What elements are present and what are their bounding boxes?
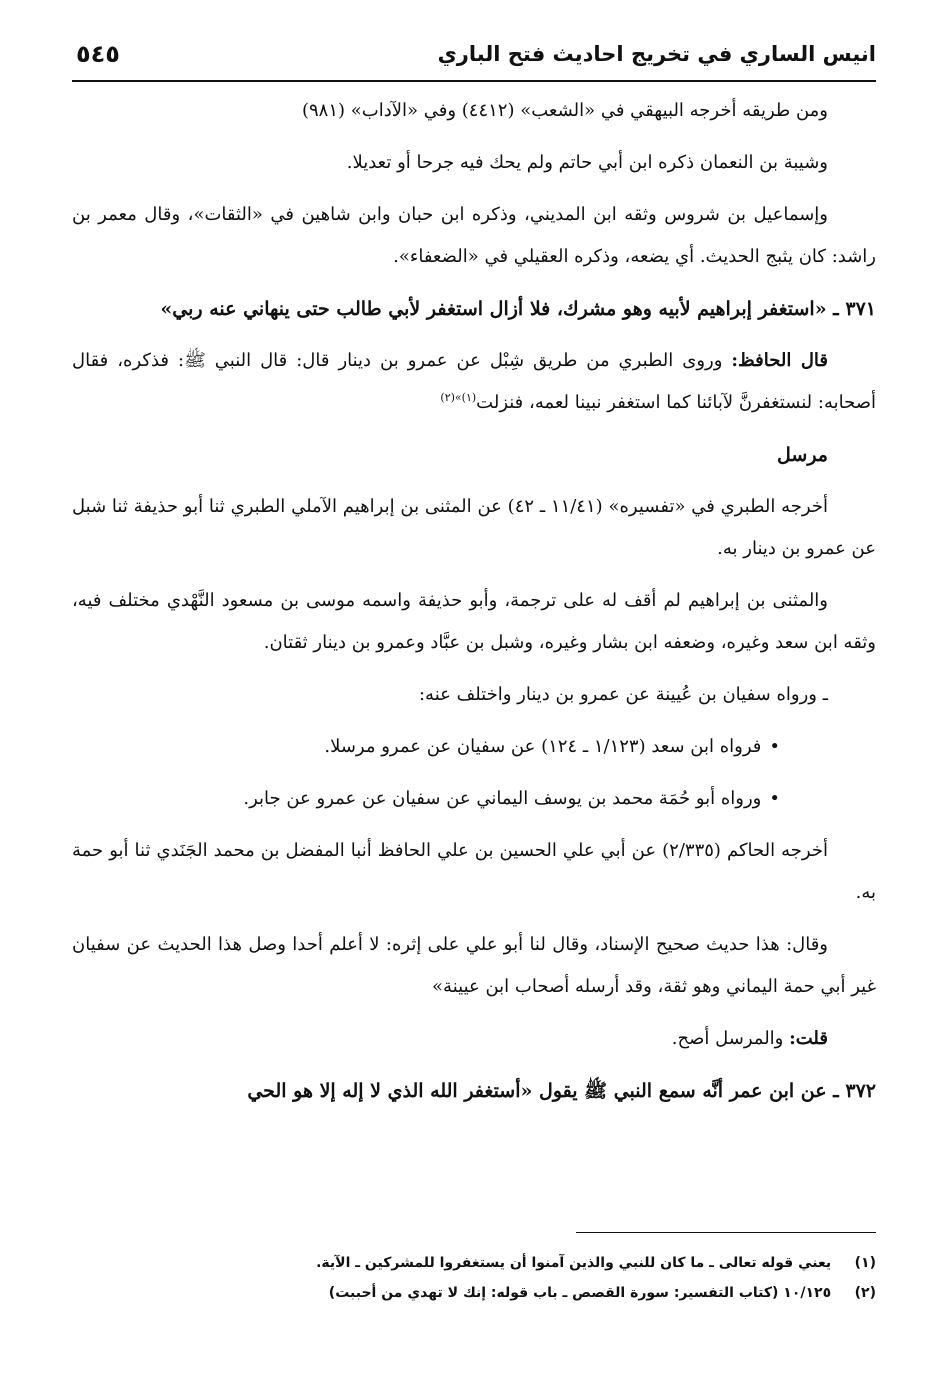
body-text	[72, 90, 876, 1122]
bullet-text: ورواه أبو حُمَة محمد بن يوسف اليماني عن سفيان عن عمرو عن جابر.	[243, 788, 762, 809]
footnote-number: (٢)	[854, 1285, 876, 1301]
page-header	[72, 36, 876, 82]
paragraph-ismail: وإسماعيل بن شروس وثقه ابن المديني، وذكره ابن حبان وابن شاهين في «الثقات»، وقال معمر بن راشد: كان يثبج الحديث. أي يضعه، وذكره العقيلي في «الضعفاء».	[72, 204, 876, 267]
bullet-icon: •	[769, 788, 780, 809]
paragraph-sufyan: ـ ورواه سفيان بن عُيينة عن عمرو بن دينار واختلف عنه:	[418, 684, 828, 705]
bullet-text: فرواه ابن سعد (١/١٢٣ ـ ١٢٤) عن سفيان عن عمرو مرسلا.	[324, 736, 762, 757]
footnote-2	[72, 1278, 876, 1308]
page-number: ٥٤٥	[76, 40, 120, 68]
hafiz-footnote-refs: (١)»(٢)	[440, 391, 477, 404]
qultu-lead: قلت:	[789, 1028, 828, 1049]
hafiz-lead: قال الحافظ:	[731, 350, 828, 371]
bullet-item	[72, 778, 876, 820]
footnotes	[72, 1248, 876, 1308]
paragraph-hafiz	[72, 340, 876, 424]
entry-372-quote: «أستغفر الله الذي لا إله إلا هو الحي	[247, 1080, 533, 1102]
paragraph-shayba: وشيبة بن النعمان ذكره ابن أبي حاتم ولم يحك فيه جرحا أو تعديلا.	[346, 152, 828, 173]
paragraph-muthanna: والمثنى بن إبراهيم لم أقف له على ترجمة، وأبو حذيفة واسمه موسى بن مسعود النَّهْدي مختلف فيه، وثقه ابن سعد وغيره، وضعفه ابن بشار وغيره، وشبل بن عبَّاد وعمرو بن دينار ثقتان.	[72, 590, 876, 653]
paragraph-tabari: أخرجه الطبري في «تفسيره» (١١/٤١ ـ ٤٢) عن المثنى بن إبراهيم الآملي الطبري ثنا أبو حذيفة ثنا شبل عن عمرو بن دينار به.	[72, 496, 876, 559]
paragraph-qultu	[72, 1018, 876, 1060]
hafiz-text: وروى الطبري من طريق شِبْل عن عمرو بن دينار قال: قال النبي ﷺ: فذكره، فقال أصحابه: لنستغفرنَّ لآبائنا كما استغفر نبينا لعمه، فنزلت	[72, 350, 876, 413]
footnote-divider	[576, 1232, 876, 1233]
qultu-text: والمرسل أصح.	[671, 1028, 784, 1049]
footnote-text: ١٠/١٢٥ (كتاب التفسير: سورة القصص ـ باب قوله: إنك لا تهدي من أحببت)	[328, 1285, 832, 1301]
footnote-number: (١)	[854, 1255, 876, 1271]
running-title: انيس الساري في تخريج احاديث فتح الباري	[437, 42, 876, 66]
paragraph-hakim: أخرجه الحاكم (٢/٣٣٥) عن أبي علي الحسين بن علي الحافظ أنبا المفضل بن محمد الجَنَدي ثنا أبو حمة به.	[72, 840, 876, 903]
bullet-item	[72, 726, 876, 768]
entry-372-text: ٣٧٢ ـ عن ابن عمر أنَّه سمع النبي ﷺ يقول	[539, 1080, 876, 1102]
hadith-entry-371: ٣٧١ ـ «استغفر إبراهيم لأبيه وهو مشرك، فلا أزال استغفر لأبي طالب حتى ينهاني عنه ربي»	[160, 298, 876, 320]
hadith-entry-372	[72, 1070, 876, 1112]
mursal-heading: مرسل	[777, 444, 828, 466]
footnote-1	[72, 1248, 876, 1278]
bullet-icon: •	[769, 736, 780, 757]
paragraph-bayhaqi: ومن طريقه أخرجه البيهقي في «الشعب» (٤٤١٢) وفي «الآداب» (٩٨١)	[301, 100, 828, 121]
footnote-text: يعني قوله تعالى ـ ما كان للنبي والذين آمنوا أن يستغفروا للمشركين ـ الآية.	[316, 1255, 832, 1271]
paragraph-qala: وقال: هذا حديث صحيح الإسناد، وقال لنا أبو علي على إثره: لا أعلم أحدا وصل هذا الحديث عن سفيان غير أبي حمة اليماني وهو ثقة، وقد أرسله أصحاب ابن عيينة»	[72, 934, 876, 997]
